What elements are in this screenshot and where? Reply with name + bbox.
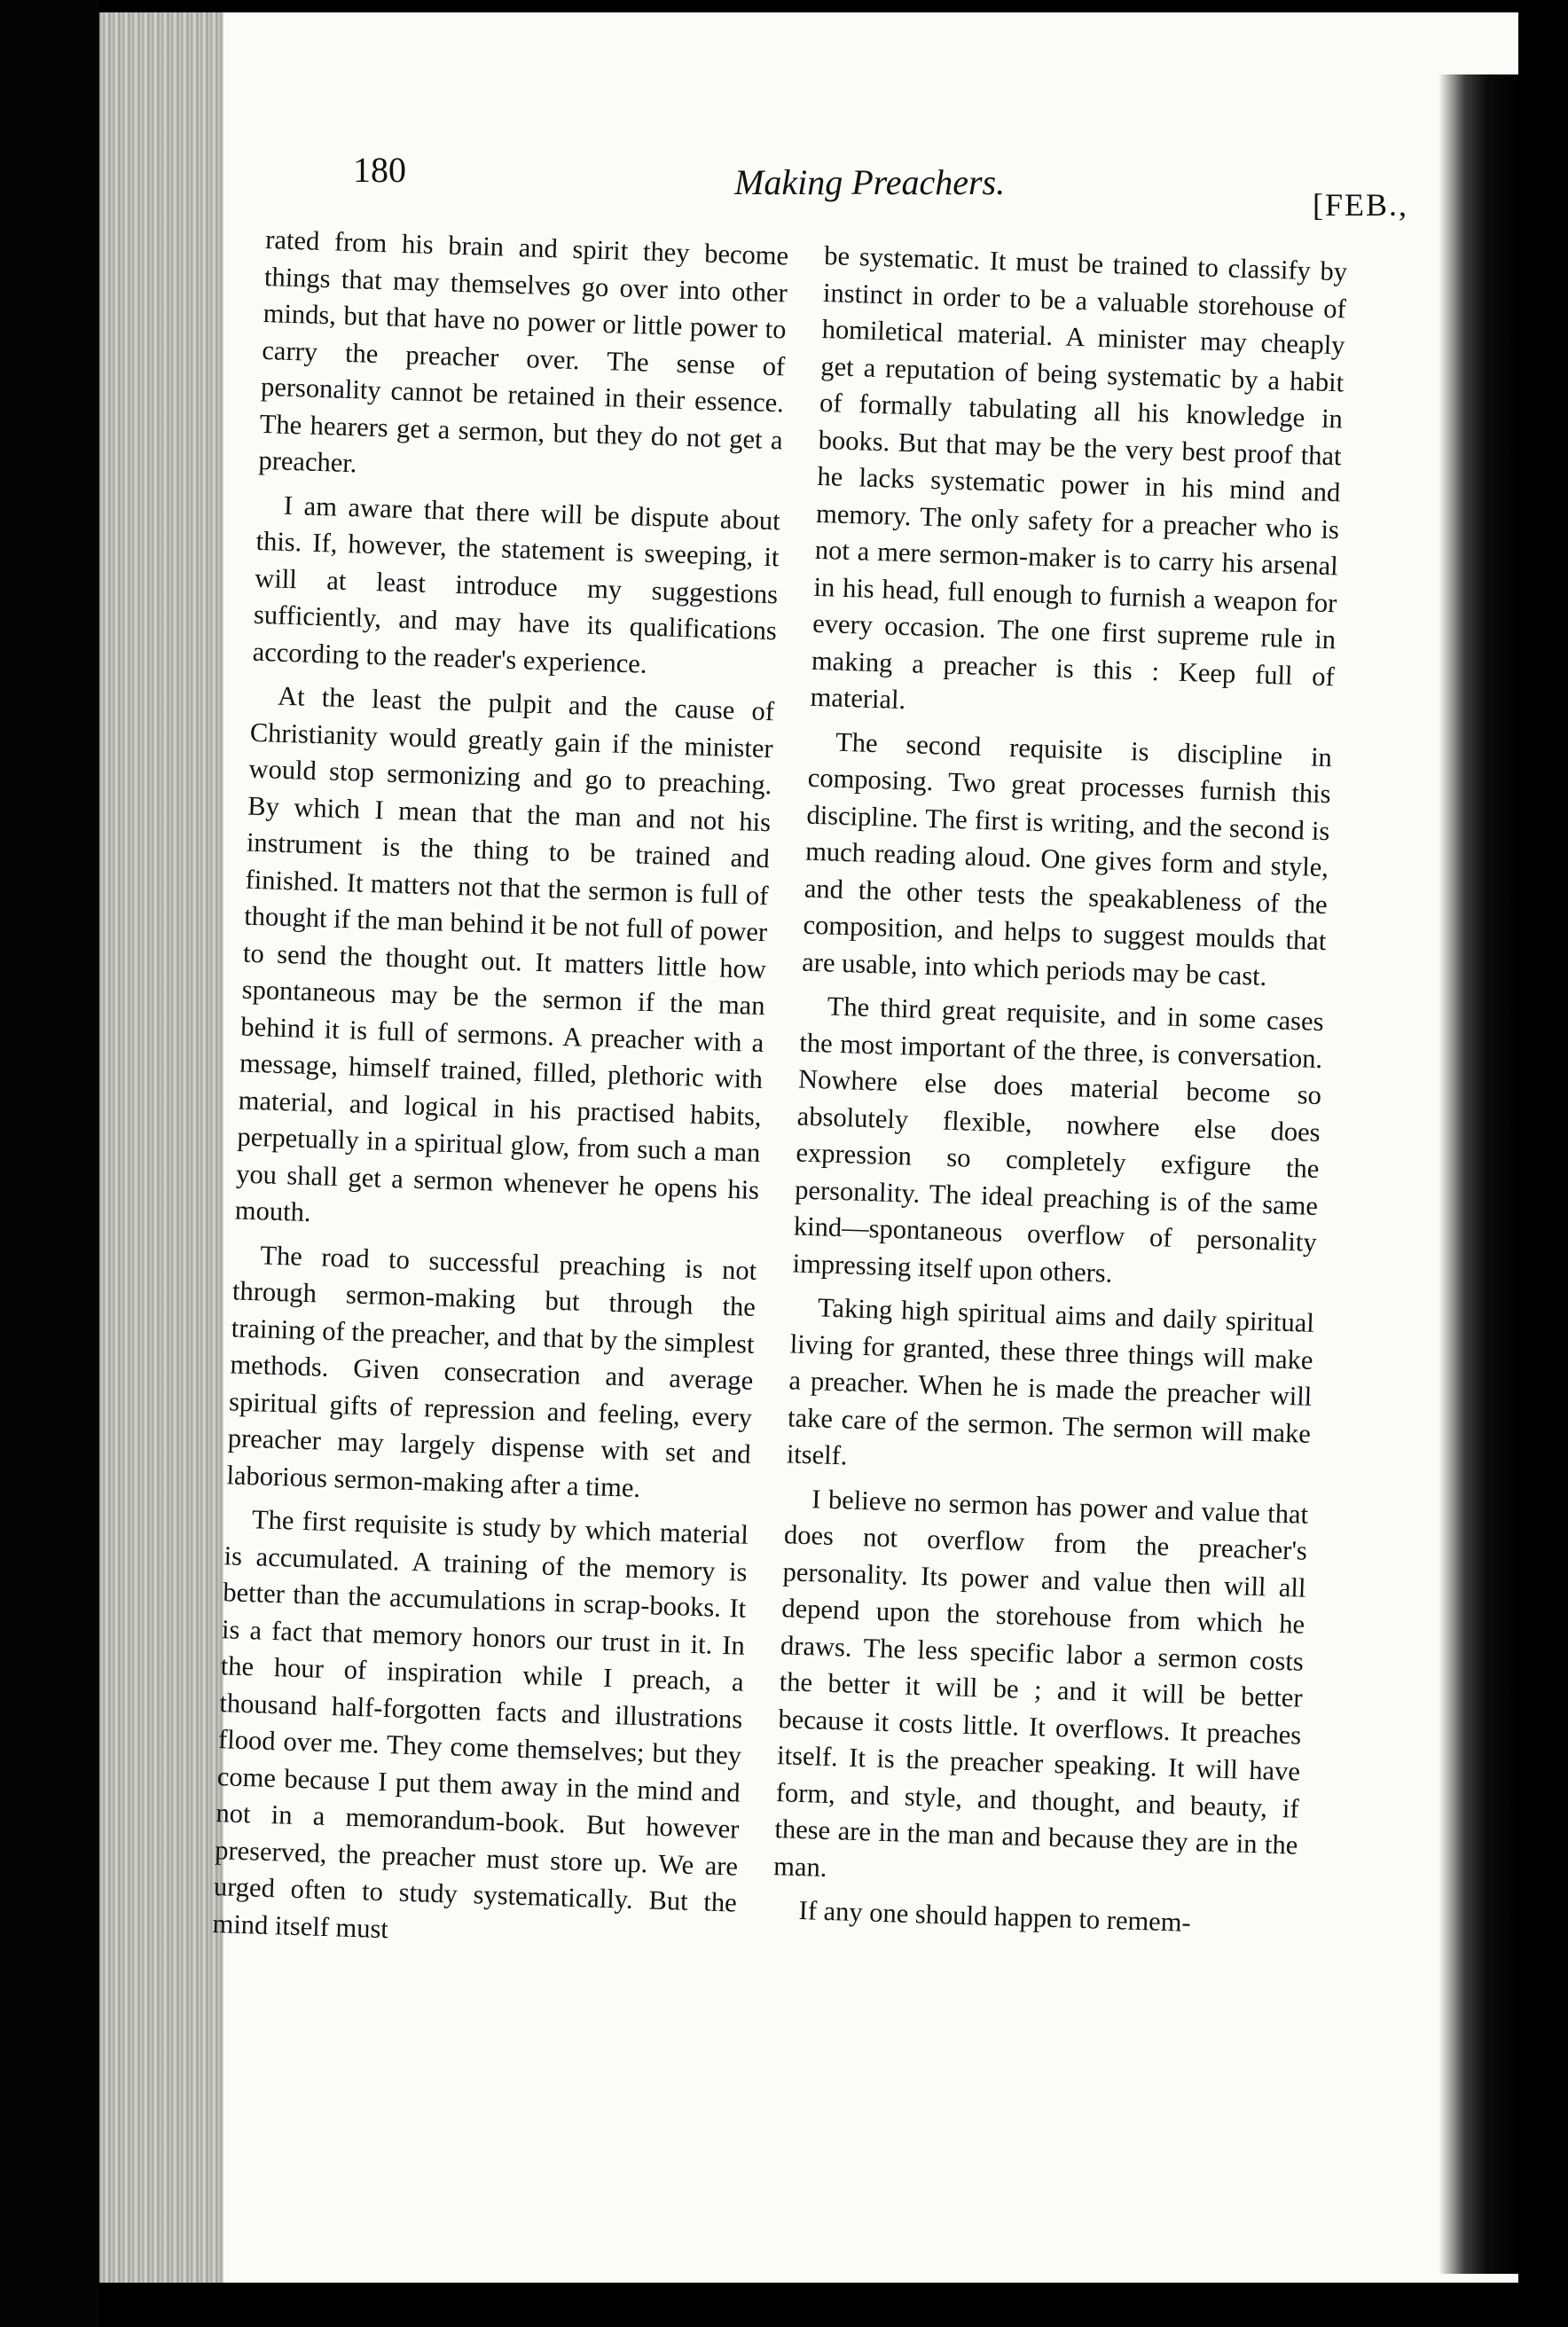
scan-edge (0, 0, 99, 2327)
paragraph: The third great requisite, and in some cases the most important of the three, is conversation. Nowhere else does material become so absolutely flexible, nowhere else does expression so completely exfigure the personality. The ideal preaching is of the same kind—spontaneous overflow of personality impressing itself upon others. (792, 991, 1325, 1289)
right-column (764, 238, 1347, 2159)
header-date: [FEB., (1312, 187, 1408, 223)
binding-shadow (1439, 74, 1518, 2274)
paragraph: I am aware that there will be dispute about this. If, however, the statement is sweeping, it will at least introduce my suggestions sufficiently, and may have its qualifications according to the reader's experience. (252, 490, 781, 679)
running-title: Making Preachers. (734, 162, 1006, 202)
page-number: 180 (353, 150, 406, 190)
paragraph: If any one should happen to remem- (798, 1895, 1192, 1938)
paragraph: I believe no sermon has power and value that does not overflow from the preacher's personality. Its power and value then will all depend upon the storehouse from which he draws. The less specific labor a sermon costs the better it will be ; and it will be better because it costs little. It overflows. It preaches itself. It is the preacher speaking. It will have form, and style, and thought, and beauty, if these are in the man and because they are in the man. (772, 1483, 1309, 1883)
paragraph: Taking high spiritual aims and daily spiritual living for granted, these three things will make a preacher. When he is made the preacher will take care of the sermon. The sermon will make itself. (786, 1292, 1315, 1471)
paragraph: The second requisite is discipline in composing. Two great processes furnish this discipline. The first is writing, and the second is much reading aloud. One gives form and style, and the other tests the speakableness of the composition, and helps to suggest moulds that are usable, into which periods may be cast. (801, 726, 1333, 991)
page-edge-stack (99, 12, 223, 2283)
paragraph: The road to successful preaching is not through sermon-making but through the training of the preacher, and that by the simplest methods. Given consecration and average spiritual gifts of repression and feeling, every preacher may largely dispense with set and laborious sermon-making after a time. (226, 1239, 757, 1503)
paragraph: The first requisite is study by which material is accumulated. A training of the memory is better than the accumulations in scrap-books. It is a fact that memory honors our trust in it. In the hour of inspiration while I preach, a thousand half-forgotten facts and illustrations flood over me. They come themselves; but they come because I put them away in the mind and not in a memorandum-book. But however preserved, the preacher must store up. We are urged often to study systematically. But the mind itself must (212, 1504, 749, 1944)
paragraph: At the least the pulpit and the cause of Christianity would greatly gain if the minister would stop sermonizing and go to preaching. By which I mean that the man and not his instrument is the thing to be trained and finished. It matters not that the sermon is full of thought if the man behind it be not full of power to send the thought out. It matters little how spontaneous may be the sermon if the man behind it is full of sermons. A preacher with a message, himself trained, filled, plethoric with material, and logical in his practised habits, perpetually in a spiritual glow, from such a man you shall get a sermon whenever he opens his mouth. (234, 680, 775, 1228)
left-column (206, 222, 788, 2143)
paragraph: be systematic. It must be trained to classify by instinct in order to be a valuable storehouse of homiletical material. A minister may cheaply get a reputation of being systematic by a habit of formally tabulating all his knowledge in books. But that may be the very best proof that he lacks systematic power in his mind and memory. The only safety for a preacher who is not a mere sermon-maker is to carry his arsenal in his head, full enough to furnish a weapon for every occasion. The one first supreme rule in making a preacher is this : Keep full of material. (810, 239, 1348, 716)
paragraph: rated from his brain and spirit they become things that may themselves go over into other minds, but that have no power or little power to carry the preacher over. The sense of personality cannot be retained in their essence. The hearers get a sermon, but they do not get a preacher. (258, 223, 789, 479)
page-header (353, 142, 1408, 223)
